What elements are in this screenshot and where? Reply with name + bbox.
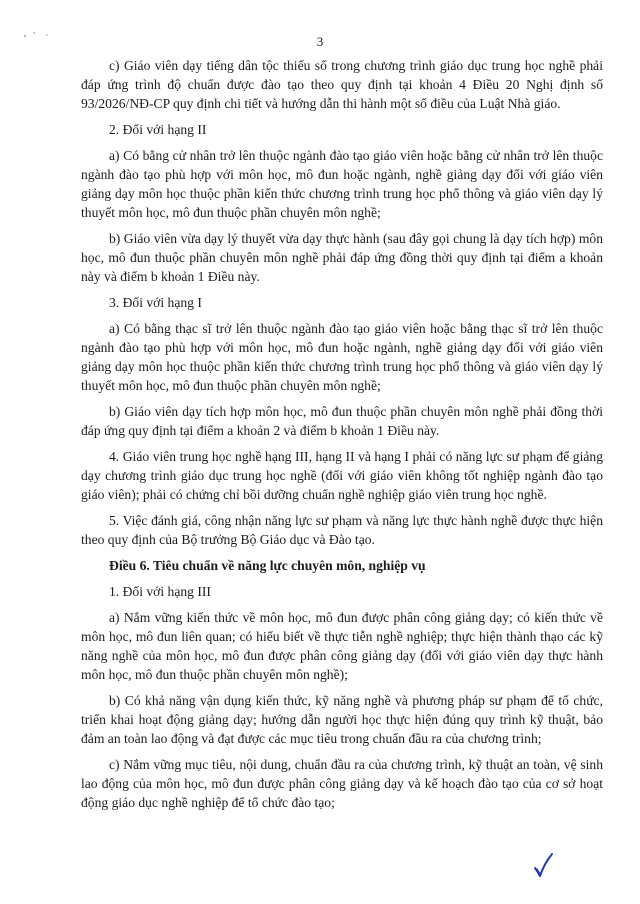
paragraph: b) Giáo viên vừa dạy lý thuyết vừa dạy thực hành (sau đây gọi chung là dạy tích hợp) môn học, mô đun thuộc phần chuyên môn nghề phải đáp ứng đồng thời quy định tại điểm a khoản này và điểm b khoản 1 Điều này. <box>81 231 603 284</box>
article-heading: Điều 6. Tiêu chuẩn về năng lực chuyên môn, nghiệp vụ <box>109 558 426 573</box>
paragraph: 5. Việc đánh giá, công nhận năng lực sư phạm và năng lực thực hành nghề được thực hiện theo quy định của Bộ trưởng Bộ Giáo dục và Đào tạo. <box>81 513 603 547</box>
paragraph: a) Nắm vững kiến thức về môn học, mô đun được phân công giảng dạy; có kiến thức về môn học, mô đun liên quan; có hiểu biết về thực tiễn nghề nghiệp; thực hiện thành thạo các kỹ năng nghề của môn học, mô đun được phân công giảng dạy (đối với giáo viên dạy thực hành môn học, mô đun thuộc phần chuyên môn nghề); <box>81 610 603 682</box>
paragraph: a) Có bằng cử nhân trở lên thuộc ngành đào tạo giáo viên hoặc bằng cử nhân trở lên thuộc ngành đào tạo phù hợp với môn học, mô đun hoặc ngành, nghề giảng dạy đối với giáo viên giảng dạy môn học thuộc phần kiến thức chương trình trung học phổ thông và giáo viên dạy lý thuyết môn học, mô đun thuộc phần chuyên môn nghề; <box>81 148 603 220</box>
paragraph: a) Có bằng thạc sĩ trở lên thuộc ngành đào tạo giáo viên hoặc bằng thạc sĩ trở lên thuộc ngành đào tạo phù hợp với môn học, mô đun hoặc ngành, nghề giảng dạy đối với giáo viên giảng dạy môn học thuộc phần kiến thức chương trình trung học phổ thông và giáo viên dạy lý thuyết môn học, mô đun thuộc phần chuyên môn nghề; <box>81 321 603 393</box>
paragraph: c) Nắm vững mục tiêu, nội dung, chuẩn đầu ra của chương trình, kỹ thuật an toàn, vệ sinh lao động của môn học, mô đun được phân công giảng dạy và kế hoạch đào tạo của cơ sở hoạt động giáo dục nghề nghiệp để tổ chức đào tạo; <box>81 757 603 810</box>
section-heading: 2. Đối với hạng II <box>109 122 207 137</box>
page-number: 3 <box>316 34 324 49</box>
paragraph: b) Có khả năng vận dụng kiến thức, kỹ năng nghề và phương pháp sư phạm để tổ chức, triển khai hoạt động giảng dạy; hướng dẫn người học thực hiện đúng quy trình kỹ thuật, bảo đảm an toàn lao động và đạt được các mục tiêu trong chuẩn đầu ra của chương trình; <box>81 693 603 746</box>
document-body <box>81 56 603 819</box>
paragraph: c) Giáo viên dạy tiếng dân tộc thiểu số trong chương trình giáo dục trung học nghề phải đáp ứng trình độ chuẩn được đào tạo theo quy định tại khoản 4 Điều 20 Nghị định số 93/2026/NĐ-CP quy định chi tiết và hướng dẫn thi hành một số điều của Luật Nhà giáo. <box>81 58 603 111</box>
handwritten-check-icon <box>532 852 554 878</box>
section-heading: 3. Đối với hạng I <box>109 295 202 310</box>
section-heading: 1. Đối với hạng III <box>109 584 211 599</box>
paragraph: b) Giáo viên dạy tích hợp môn học, mô đun thuộc phần chuyên môn nghề phải đồng thời đáp ứng quy định tại điểm a khoản 2 và điểm b khoản 1 Điều này. <box>81 404 603 438</box>
paragraph: 4. Giáo viên trung học nghề hạng III, hạng II và hạng I phải có năng lực sư phạm để giảng dạy chương trình giáo dục trung học nghề (đối với giáo viên không tốt nghiệp ngành đào tạo giáo viên); phải có chứng chỉ bồi dưỡng chuẩn nghề nghiệp giáo viên trung học nghề. <box>81 449 603 502</box>
